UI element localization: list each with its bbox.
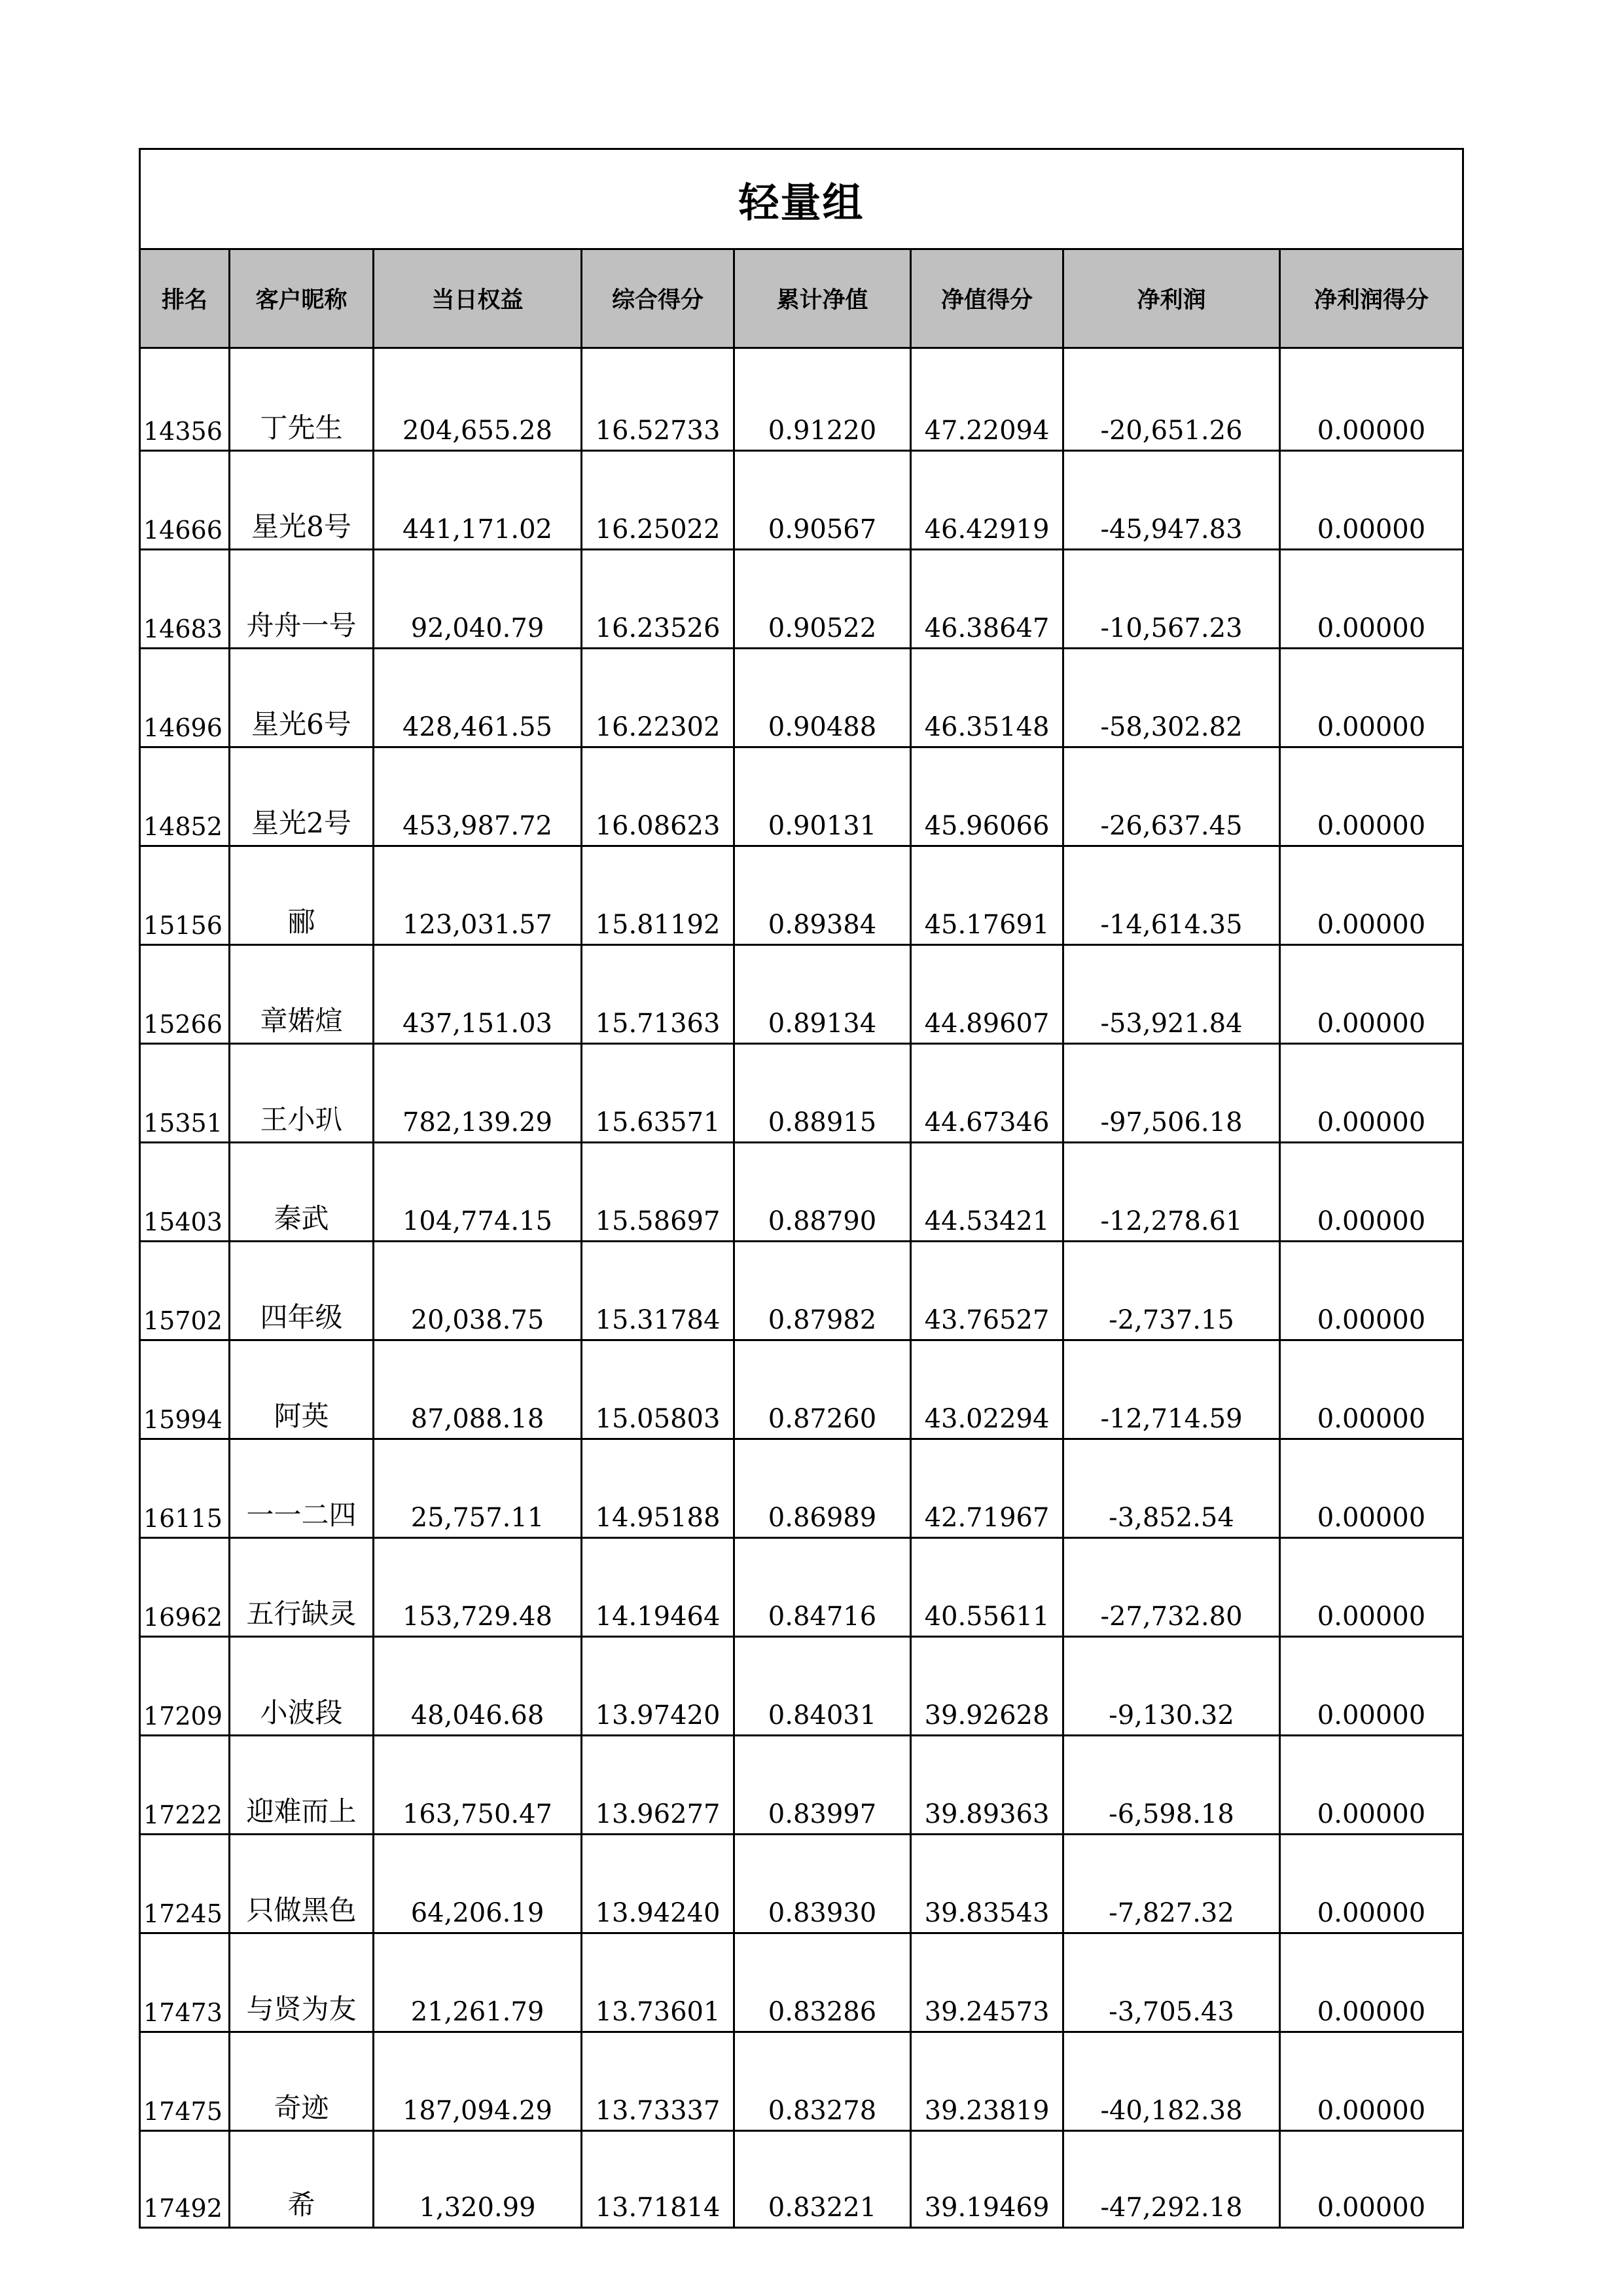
table-row bbox=[140, 1044, 1463, 1143]
total-score-cell: 15.71363 bbox=[582, 945, 734, 1044]
net-profit-cell: -12,714.59 bbox=[1063, 1340, 1280, 1439]
total-score-cell: 15.63571 bbox=[582, 1044, 734, 1143]
total-score-cell: 14.19464 bbox=[582, 1538, 734, 1637]
cumulative-nav-cell: 0.90522 bbox=[734, 550, 911, 649]
title-row bbox=[140, 149, 1463, 249]
total-score-cell: 13.73337 bbox=[582, 2032, 734, 2131]
net-profit-cell: -3,852.54 bbox=[1063, 1439, 1280, 1538]
rank-cell: 15702 bbox=[140, 1242, 230, 1340]
equity-cell: 1,320.99 bbox=[374, 2131, 582, 2228]
nickname-cell: 王小玐 bbox=[230, 1044, 374, 1143]
table-row bbox=[140, 945, 1463, 1044]
total-score-cell: 14.95188 bbox=[582, 1439, 734, 1538]
nav-score-cell: 44.89607 bbox=[911, 945, 1063, 1044]
total-score-cell: 15.81192 bbox=[582, 846, 734, 945]
nav-score-cell: 46.38647 bbox=[911, 550, 1063, 649]
rank-cell: 14852 bbox=[140, 747, 230, 846]
net-profit-cell: -45,947.83 bbox=[1063, 451, 1280, 550]
table-row bbox=[140, 649, 1463, 747]
table-row bbox=[140, 1439, 1463, 1538]
nickname-cell: 星光8号 bbox=[230, 451, 374, 550]
rank-cell: 17475 bbox=[140, 2032, 230, 2131]
table-row bbox=[140, 1835, 1463, 1933]
nav-score-cell: 43.02294 bbox=[911, 1340, 1063, 1439]
equity-cell: 782,139.29 bbox=[374, 1044, 582, 1143]
net-profit-cell: -3,705.43 bbox=[1063, 1933, 1280, 2032]
nav-score-cell: 45.17691 bbox=[911, 846, 1063, 945]
net-profit-cell: -20,651.26 bbox=[1063, 348, 1280, 451]
header-nickname: 客户昵称 bbox=[230, 249, 374, 348]
cumulative-nav-cell: 0.88915 bbox=[734, 1044, 911, 1143]
nickname-cell: 星光6号 bbox=[230, 649, 374, 747]
equity-cell: 20,038.75 bbox=[374, 1242, 582, 1340]
profit-score-cell: 0.00000 bbox=[1280, 1340, 1463, 1439]
cumulative-nav-cell: 0.83278 bbox=[734, 2032, 911, 2131]
profit-score-cell: 0.00000 bbox=[1280, 1933, 1463, 2032]
header-profit-score: 净利润得分 bbox=[1280, 249, 1463, 348]
profit-score-cell: 0.00000 bbox=[1280, 1736, 1463, 1835]
nav-score-cell: 45.96066 bbox=[911, 747, 1063, 846]
rank-cell: 16115 bbox=[140, 1439, 230, 1538]
total-score-cell: 13.73601 bbox=[582, 1933, 734, 2032]
cumulative-nav-cell: 0.87982 bbox=[734, 1242, 911, 1340]
nav-score-cell: 40.55611 bbox=[911, 1538, 1063, 1637]
table-row bbox=[140, 2032, 1463, 2131]
nav-score-cell: 42.71967 bbox=[911, 1439, 1063, 1538]
equity-cell: 153,729.48 bbox=[374, 1538, 582, 1637]
table-body bbox=[140, 348, 1463, 2228]
rank-cell: 17473 bbox=[140, 1933, 230, 2032]
total-score-cell: 13.97420 bbox=[582, 1637, 734, 1736]
nickname-cell: 迎难而上 bbox=[230, 1736, 374, 1835]
net-profit-cell: -40,182.38 bbox=[1063, 2032, 1280, 2131]
table-row bbox=[140, 451, 1463, 550]
header-total-score: 综合得分 bbox=[582, 249, 734, 348]
rank-cell: 15156 bbox=[140, 846, 230, 945]
ranking-table bbox=[139, 148, 1464, 2229]
table-row bbox=[140, 1933, 1463, 2032]
header-nav-score: 净值得分 bbox=[911, 249, 1063, 348]
nav-score-cell: 39.19469 bbox=[911, 2131, 1063, 2228]
total-score-cell: 15.58697 bbox=[582, 1143, 734, 1242]
rank-cell: 14666 bbox=[140, 451, 230, 550]
net-profit-cell: -53,921.84 bbox=[1063, 945, 1280, 1044]
nav-score-cell: 46.35148 bbox=[911, 649, 1063, 747]
rank-cell: 15351 bbox=[140, 1044, 230, 1143]
total-score-cell: 16.23526 bbox=[582, 550, 734, 649]
rank-cell: 17492 bbox=[140, 2131, 230, 2228]
rank-cell: 14356 bbox=[140, 348, 230, 451]
profit-score-cell: 0.00000 bbox=[1280, 550, 1463, 649]
nickname-cell: 五行缺灵 bbox=[230, 1538, 374, 1637]
table-title: 轻量组 bbox=[140, 149, 1463, 249]
rank-cell: 15266 bbox=[140, 945, 230, 1044]
equity-cell: 204,655.28 bbox=[374, 348, 582, 451]
equity-cell: 87,088.18 bbox=[374, 1340, 582, 1439]
nav-score-cell: 39.89363 bbox=[911, 1736, 1063, 1835]
total-score-cell: 13.94240 bbox=[582, 1835, 734, 1933]
table-row bbox=[140, 1637, 1463, 1736]
nav-score-cell: 39.92628 bbox=[911, 1637, 1063, 1736]
cumulative-nav-cell: 0.90567 bbox=[734, 451, 911, 550]
net-profit-cell: -47,292.18 bbox=[1063, 2131, 1280, 2228]
cumulative-nav-cell: 0.83286 bbox=[734, 1933, 911, 2032]
rank-cell: 15403 bbox=[140, 1143, 230, 1242]
cumulative-nav-cell: 0.83997 bbox=[734, 1736, 911, 1835]
table-row bbox=[140, 1538, 1463, 1637]
header-rank: 排名 bbox=[140, 249, 230, 348]
profit-score-cell: 0.00000 bbox=[1280, 1143, 1463, 1242]
nav-score-cell: 44.53421 bbox=[911, 1143, 1063, 1242]
header-net-profit: 净利润 bbox=[1063, 249, 1280, 348]
equity-cell: 92,040.79 bbox=[374, 550, 582, 649]
table-row bbox=[140, 2131, 1463, 2228]
profit-score-cell: 0.00000 bbox=[1280, 451, 1463, 550]
equity-cell: 441,171.02 bbox=[374, 451, 582, 550]
equity-cell: 453,987.72 bbox=[374, 747, 582, 846]
nickname-cell: 与贤为友 bbox=[230, 1933, 374, 2032]
equity-cell: 163,750.47 bbox=[374, 1736, 582, 1835]
profit-score-cell: 0.00000 bbox=[1280, 1835, 1463, 1933]
nav-score-cell: 44.67346 bbox=[911, 1044, 1063, 1143]
cumulative-nav-cell: 0.89384 bbox=[734, 846, 911, 945]
cumulative-nav-cell: 0.91220 bbox=[734, 348, 911, 451]
cumulative-nav-cell: 0.88790 bbox=[734, 1143, 911, 1242]
cumulative-nav-cell: 0.89134 bbox=[734, 945, 911, 1044]
equity-cell: 187,094.29 bbox=[374, 2032, 582, 2131]
net-profit-cell: -26,637.45 bbox=[1063, 747, 1280, 846]
cumulative-nav-cell: 0.90488 bbox=[734, 649, 911, 747]
profit-score-cell: 0.00000 bbox=[1280, 945, 1463, 1044]
rank-cell: 17245 bbox=[140, 1835, 230, 1933]
nickname-cell: 星光2号 bbox=[230, 747, 374, 846]
profit-score-cell: 0.00000 bbox=[1280, 747, 1463, 846]
nickname-cell: 一一二四 bbox=[230, 1439, 374, 1538]
net-profit-cell: -14,614.35 bbox=[1063, 846, 1280, 945]
nickname-cell: 秦武 bbox=[230, 1143, 374, 1242]
rank-cell: 15994 bbox=[140, 1340, 230, 1439]
nickname-cell: 章婼煊 bbox=[230, 945, 374, 1044]
table-row bbox=[140, 348, 1463, 451]
table-row bbox=[140, 1242, 1463, 1340]
cumulative-nav-cell: 0.90131 bbox=[734, 747, 911, 846]
profit-score-cell: 0.00000 bbox=[1280, 1242, 1463, 1340]
cumulative-nav-cell: 0.86989 bbox=[734, 1439, 911, 1538]
total-score-cell: 13.96277 bbox=[582, 1736, 734, 1835]
profit-score-cell: 0.00000 bbox=[1280, 2032, 1463, 2131]
table-row bbox=[140, 747, 1463, 846]
net-profit-cell: -97,506.18 bbox=[1063, 1044, 1280, 1143]
profit-score-cell: 0.00000 bbox=[1280, 348, 1463, 451]
header-equity: 当日权益 bbox=[374, 249, 582, 348]
net-profit-cell: -12,278.61 bbox=[1063, 1143, 1280, 1242]
equity-cell: 437,151.03 bbox=[374, 945, 582, 1044]
nickname-cell: 阿英 bbox=[230, 1340, 374, 1439]
equity-cell: 123,031.57 bbox=[374, 846, 582, 945]
nickname-cell: 只做黑色 bbox=[230, 1835, 374, 1933]
net-profit-cell: -2,737.15 bbox=[1063, 1242, 1280, 1340]
equity-cell: 428,461.55 bbox=[374, 649, 582, 747]
nickname-cell: 舟舟一号 bbox=[230, 550, 374, 649]
profit-score-cell: 0.00000 bbox=[1280, 1637, 1463, 1736]
nav-score-cell: 39.24573 bbox=[911, 1933, 1063, 2032]
profit-score-cell: 0.00000 bbox=[1280, 2131, 1463, 2228]
cumulative-nav-cell: 0.83221 bbox=[734, 2131, 911, 2228]
total-score-cell: 15.05803 bbox=[582, 1340, 734, 1439]
cumulative-nav-cell: 0.87260 bbox=[734, 1340, 911, 1439]
profit-score-cell: 0.00000 bbox=[1280, 649, 1463, 747]
total-score-cell: 16.52733 bbox=[582, 348, 734, 451]
nickname-cell: 希 bbox=[230, 2131, 374, 2228]
table-row bbox=[140, 1143, 1463, 1242]
header-row bbox=[140, 249, 1463, 348]
net-profit-cell: -7,827.32 bbox=[1063, 1835, 1280, 1933]
rank-cell: 14696 bbox=[140, 649, 230, 747]
profit-score-cell: 0.00000 bbox=[1280, 1044, 1463, 1143]
cumulative-nav-cell: 0.84031 bbox=[734, 1637, 911, 1736]
rank-cell: 16962 bbox=[140, 1538, 230, 1637]
profit-score-cell: 0.00000 bbox=[1280, 846, 1463, 945]
equity-cell: 21,261.79 bbox=[374, 1933, 582, 2032]
net-profit-cell: -58,302.82 bbox=[1063, 649, 1280, 747]
cumulative-nav-cell: 0.83930 bbox=[734, 1835, 911, 1933]
total-score-cell: 16.25022 bbox=[582, 451, 734, 550]
nav-score-cell: 47.22094 bbox=[911, 348, 1063, 451]
nav-score-cell: 43.76527 bbox=[911, 1242, 1063, 1340]
nickname-cell: 奇迹 bbox=[230, 2032, 374, 2131]
total-score-cell: 16.22302 bbox=[582, 649, 734, 747]
rank-cell: 17222 bbox=[140, 1736, 230, 1835]
nickname-cell: 四年级 bbox=[230, 1242, 374, 1340]
cumulative-nav-cell: 0.84716 bbox=[734, 1538, 911, 1637]
equity-cell: 25,757.11 bbox=[374, 1439, 582, 1538]
equity-cell: 64,206.19 bbox=[374, 1835, 582, 1933]
rank-cell: 14683 bbox=[140, 550, 230, 649]
total-score-cell: 16.08623 bbox=[582, 747, 734, 846]
net-profit-cell: -6,598.18 bbox=[1063, 1736, 1280, 1835]
total-score-cell: 13.71814 bbox=[582, 2131, 734, 2228]
nickname-cell: 郦 bbox=[230, 846, 374, 945]
total-score-cell: 15.31784 bbox=[582, 1242, 734, 1340]
profit-score-cell: 0.00000 bbox=[1280, 1538, 1463, 1637]
net-profit-cell: -10,567.23 bbox=[1063, 550, 1280, 649]
nickname-cell: 丁先生 bbox=[230, 348, 374, 451]
rank-cell: 17209 bbox=[140, 1637, 230, 1736]
nav-score-cell: 46.42919 bbox=[911, 451, 1063, 550]
equity-cell: 104,774.15 bbox=[374, 1143, 582, 1242]
nickname-cell: 小波段 bbox=[230, 1637, 374, 1736]
table-row bbox=[140, 846, 1463, 945]
header-cumulative-nav: 累计净值 bbox=[734, 249, 911, 348]
equity-cell: 48,046.68 bbox=[374, 1637, 582, 1736]
table-row bbox=[140, 1340, 1463, 1439]
nav-score-cell: 39.83543 bbox=[911, 1835, 1063, 1933]
table-row bbox=[140, 1736, 1463, 1835]
table-row bbox=[140, 550, 1463, 649]
net-profit-cell: -27,732.80 bbox=[1063, 1538, 1280, 1637]
profit-score-cell: 0.00000 bbox=[1280, 1439, 1463, 1538]
nav-score-cell: 39.23819 bbox=[911, 2032, 1063, 2131]
net-profit-cell: -9,130.32 bbox=[1063, 1637, 1280, 1736]
